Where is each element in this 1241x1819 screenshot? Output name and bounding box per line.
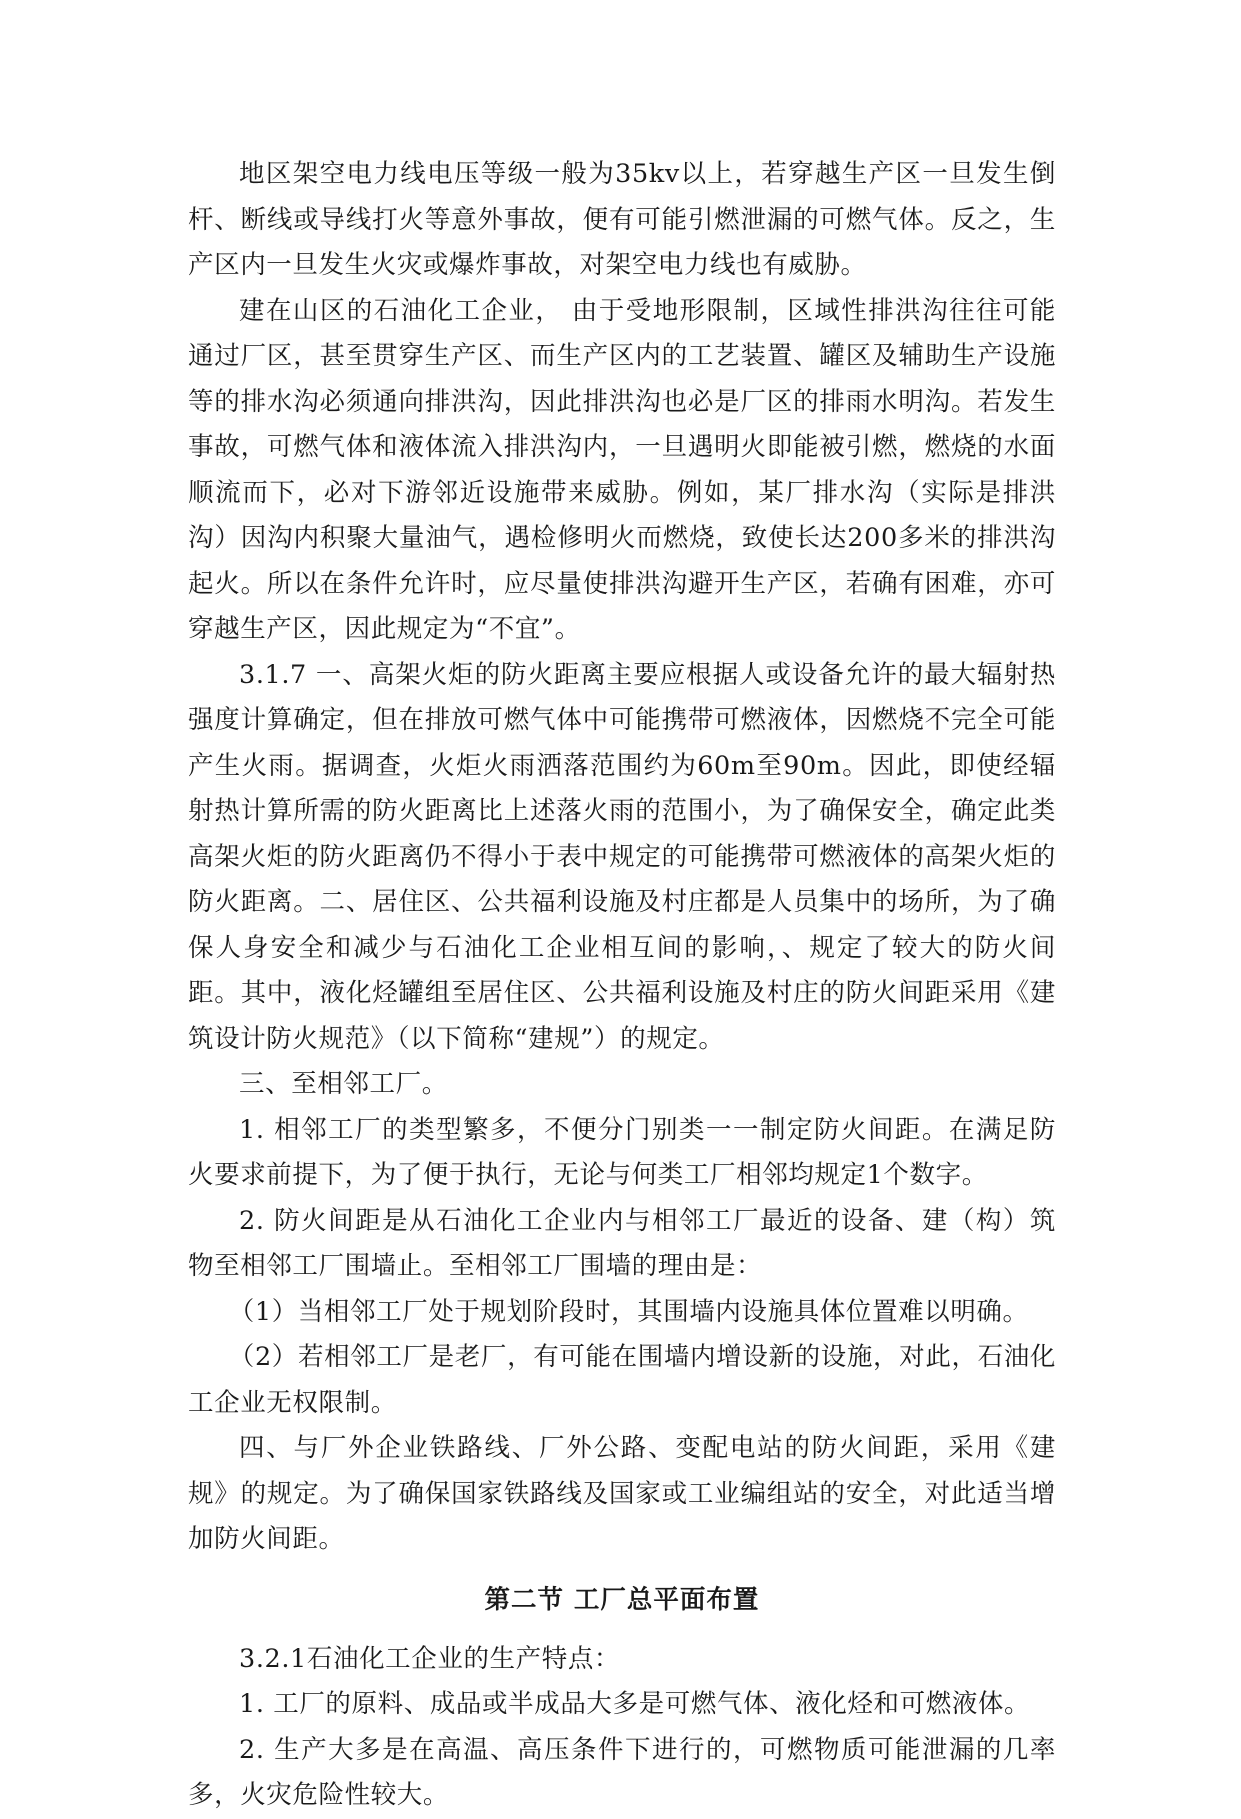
paragraph-four: 四、与厂外企业铁路线、厂外公路、变配电站的防火间距，采用《建规》的规定。为了确保国家铁路线及国家或工业编组站的安全，对此适当增加防火间距。 (188, 1433, 1056, 1554)
paragraph-power-lines: 地区架空电力线电压等级一般为35kv以上，若穿越生产区一旦发生倒杆、断线或导线打火等意外事故，便有可能引燃泄漏的可燃气体。反之，生产区内一旦发生火灾或爆炸事故，对架空电力线也有威胁。 (188, 159, 1056, 280)
paragraph-item-1: 1. 相邻工厂的类型繁多，不便分门别类一一制定防火间距。在满足防火要求前提下，为了便于执行，无论与何类工厂相邻均规定1个数字。 (188, 1114, 1056, 1190)
paragraph-flood-ditch: 建在山区的石油化工企业， 由于受地形限制，区域性排洪沟往往可能通过厂区，甚至贯穿生产区、而生产区内的工艺装置、罐区及辅助生产设施等的排水沟必须通向排洪沟，因此排洪沟也必是厂区的排雨水明沟。若发生事故，可燃气体和液体流入排洪沟内，一旦遇明火即能被引燃，燃烧的水面顺流而下，必对下游邻近设施带来威胁。例如，某厂排水沟（实际是排洪沟）因沟内积聚大量油气，遇检修明火而燃烧，致使长达200多米的排洪沟起火。所以在条件允许时，应尽量使排洪沟避开生产区，若确有困难，亦可穿越生产区，因此规定为“不宜”。 (188, 295, 1056, 644)
paragraph-3-1-7: 3.1.7 一、高架火炬的防火距离主要应根据人或设备允许的最大辐射热强度计算确定，但在排放可燃气体中可能携带可燃液体，因燃烧不完全可能产生火雨。据调查，火炬火雨洒落范围约为60m至90m。因此，即使经辐射热计算所需的防火距离比上述落火雨的范围小，为了确保安全，确定此类高架火炬的防火距离仍不得小于表中规定的可能携带可燃液体的高架火炬的防火距离。二、居住区、公共福利设施及村庄都是人员集中的场所，为了确保人身安全和减少与石油化工企业相互间的影响，、规定了较大的防火间距。其中，液化烃罐组至居住区、公共福利设施及村庄的防火间距采用《建筑设计防火规范》（以下简称“建规”）的规定。 (188, 659, 1056, 1054)
paragraph-paren-1: （1）当相邻工厂处于规划阶段时，其围墙内设施具体位置难以明确。 (228, 1296, 1029, 1327)
paragraph-paren-2: （2）若相邻工厂是老厂，有可能在围墙内增设新的设施，对此，石油化工企业无权限制。 (188, 1342, 1056, 1418)
paragraph-adjacent-factory-heading: 三、至相邻工厂。 (239, 1069, 448, 1099)
paragraph-feature-2: 2. 生产大多是在高温、高压条件下进行的，可燃物质可能泄漏的几率多，火灾危险性较大。 (188, 1734, 1056, 1810)
paragraph-item-2: 2. 防火间距是从石油化工企业内与相邻工厂最近的设备、建（构）筑物至相邻工厂围墙止。至相邻工厂围墙的理由是： (188, 1205, 1056, 1281)
document-body (188, 152, 1056, 1819)
paragraph-feature-1: 1. 工厂的原料、成品或半成品大多是可燃气体、液化烃和可燃液体。 (239, 1689, 1031, 1719)
section-heading: 第二节 工厂总平面布置 (484, 1584, 760, 1615)
paragraph-3-2-1: 3.2.1石油化工企业的生产特点： (239, 1643, 621, 1674)
